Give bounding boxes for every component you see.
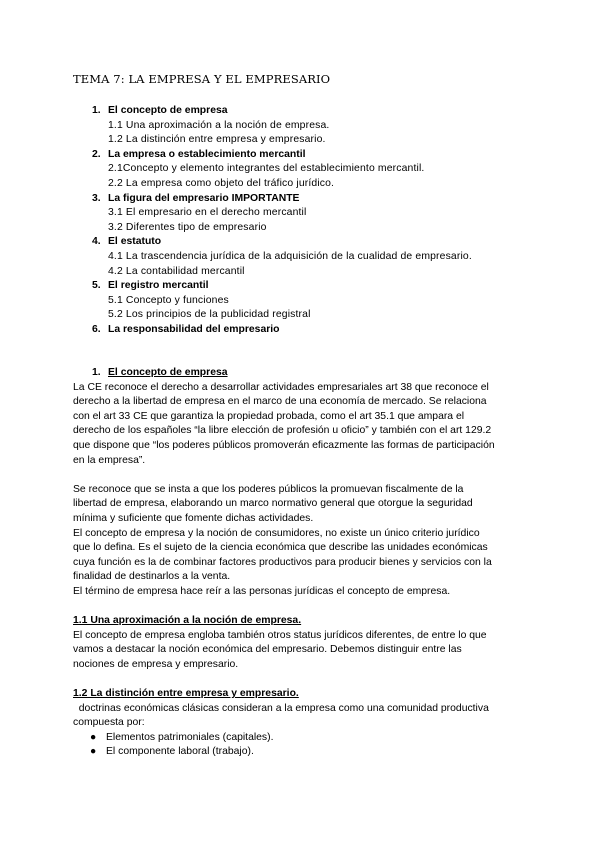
toc-number: 4. [92, 236, 101, 248]
toc-item [92, 192, 572, 236]
text-line: vamos a destacar la noción económica del empresario. Debemos distinguir entre las [73, 644, 462, 656]
toc-item [92, 235, 572, 279]
toc-subitem: 2.2 La empresa como objeto del tráfico jurídico. [108, 177, 335, 189]
toc-subitem: 5.2 Los principios de la publicidad registral [108, 309, 311, 321]
toc-heading: La figura del empresario IMPORTANTE [108, 192, 300, 204]
text-line: con el art 33 CE que garantiza la propiedad probada, como el art 35.1 que ampara el [73, 410, 465, 422]
toc-subitem: 5.1 Concepto y funciones [108, 294, 229, 306]
toc-number: 6. [92, 323, 101, 335]
text-line: que dispone que “los poderes públicos promoverán eficazmente las formas de participación [73, 439, 495, 451]
bullet-list [73, 731, 529, 760]
text-line: derecho de los españoles “la libre elección de profesión u oficio” y también con el art 129.2 [73, 425, 492, 437]
text-line: cuya función es la de combinar factores productivos para producir bienes y servicios con la [73, 556, 492, 568]
text-line: libertad de empresa, elaborando un marco normativo general que otorgue la seguridad [73, 498, 473, 510]
toc-subitem: 2.1Concepto y elemento integrantes del establecimiento mercantil. [108, 163, 425, 175]
toc-subitem: 1.2 La distinción entre empresa y empresario. [108, 134, 326, 146]
subsection-heading: 1.2 La distinción entre empresa y empresario. [73, 688, 299, 700]
text-line: compuesta por: [73, 717, 145, 729]
bullet-icon: ● [90, 746, 97, 758]
toc-item [92, 104, 572, 148]
paragraph [73, 702, 529, 731]
text-line: mínima y suficiente que fomente dichas actividades. [73, 512, 314, 524]
text-line: que lo defina. Es el sujeto de la ciencia económica que describe las unidades económicas [73, 542, 488, 554]
text-line: El término de empresa hace reír a las personas jurídicas el concepto de empresa. [73, 585, 451, 597]
list-item [73, 731, 529, 746]
toc-heading: El concepto de empresa [108, 105, 228, 116]
toc-number: 3. [92, 192, 101, 204]
paragraph [73, 483, 529, 600]
toc-number: 2. [92, 148, 101, 160]
toc-heading: El registro mercantil [108, 280, 209, 292]
toc-item [92, 148, 572, 192]
section-heading [73, 366, 529, 381]
text-line: derecho a la libertad de empresa en el marco de una economía de mercado. Se relaciona [73, 396, 487, 408]
toc-item [92, 279, 572, 323]
toc-item [92, 323, 572, 338]
subsection-heading: 1.1 Una aproximación a la noción de empresa. [73, 615, 302, 627]
document-title: TEMA 7: LA EMPRESA Y EL EMPRESARIO [73, 72, 331, 86]
text-line: El concepto de empresa y la noción de consumidores, no existe un único criterio jurídico [73, 527, 480, 539]
document-body [73, 366, 529, 760]
section-number: 1. [92, 367, 101, 378]
toc-subitem: 3.2 Diferentes tipo de empresario [108, 221, 267, 233]
list-item [73, 745, 529, 760]
text-line: doctrinas económicas clásicas consideran a la empresa como una comunidad productiva [73, 702, 489, 714]
list-item-text: Elementos patrimoniales (capitales). [106, 731, 274, 743]
table-of-contents [92, 104, 572, 338]
text-line: en la empresa”. [73, 454, 146, 466]
toc-number: 5. [92, 280, 101, 292]
toc-heading: El estatuto [108, 236, 162, 248]
bullet-icon: ● [90, 731, 97, 743]
toc-heading: La responsabilidad del empresario [108, 323, 280, 335]
section-title: El concepto de empresa [108, 367, 228, 378]
paragraph [73, 629, 529, 673]
toc-number: 1. [92, 105, 101, 116]
list-item-text: El componente laboral (trabajo). [106, 746, 254, 758]
toc-subitem: 1.1 Una aproximación a la noción de empresa. [108, 119, 330, 131]
toc-subitem: 3.1 El empresario en el derecho mercantil [108, 207, 307, 219]
paragraph [73, 381, 529, 469]
toc-subitem: 4.2 La contabilidad mercantil [108, 265, 245, 277]
text-line: nociones de empresa y empresario. [73, 658, 239, 670]
text-line: El concepto de empresa engloba también otros status jurídicos diferentes, de entre lo que [73, 629, 487, 641]
toc-subitem: 4.1 La trascendencia jurídica de la adquisición de la cualidad de empresario. [108, 250, 472, 262]
text-line: finalidad de destinarlos a la venta. [73, 571, 231, 583]
toc-heading: La empresa o establecimiento mercantil [108, 148, 306, 160]
text-line: La CE reconoce el derecho a desarrollar actividades empresariales art 38 que reconoce el [73, 381, 489, 393]
text-line: Se reconoce que se insta a que los poderes públicos la promuevan fiscalmente de la [73, 483, 464, 495]
